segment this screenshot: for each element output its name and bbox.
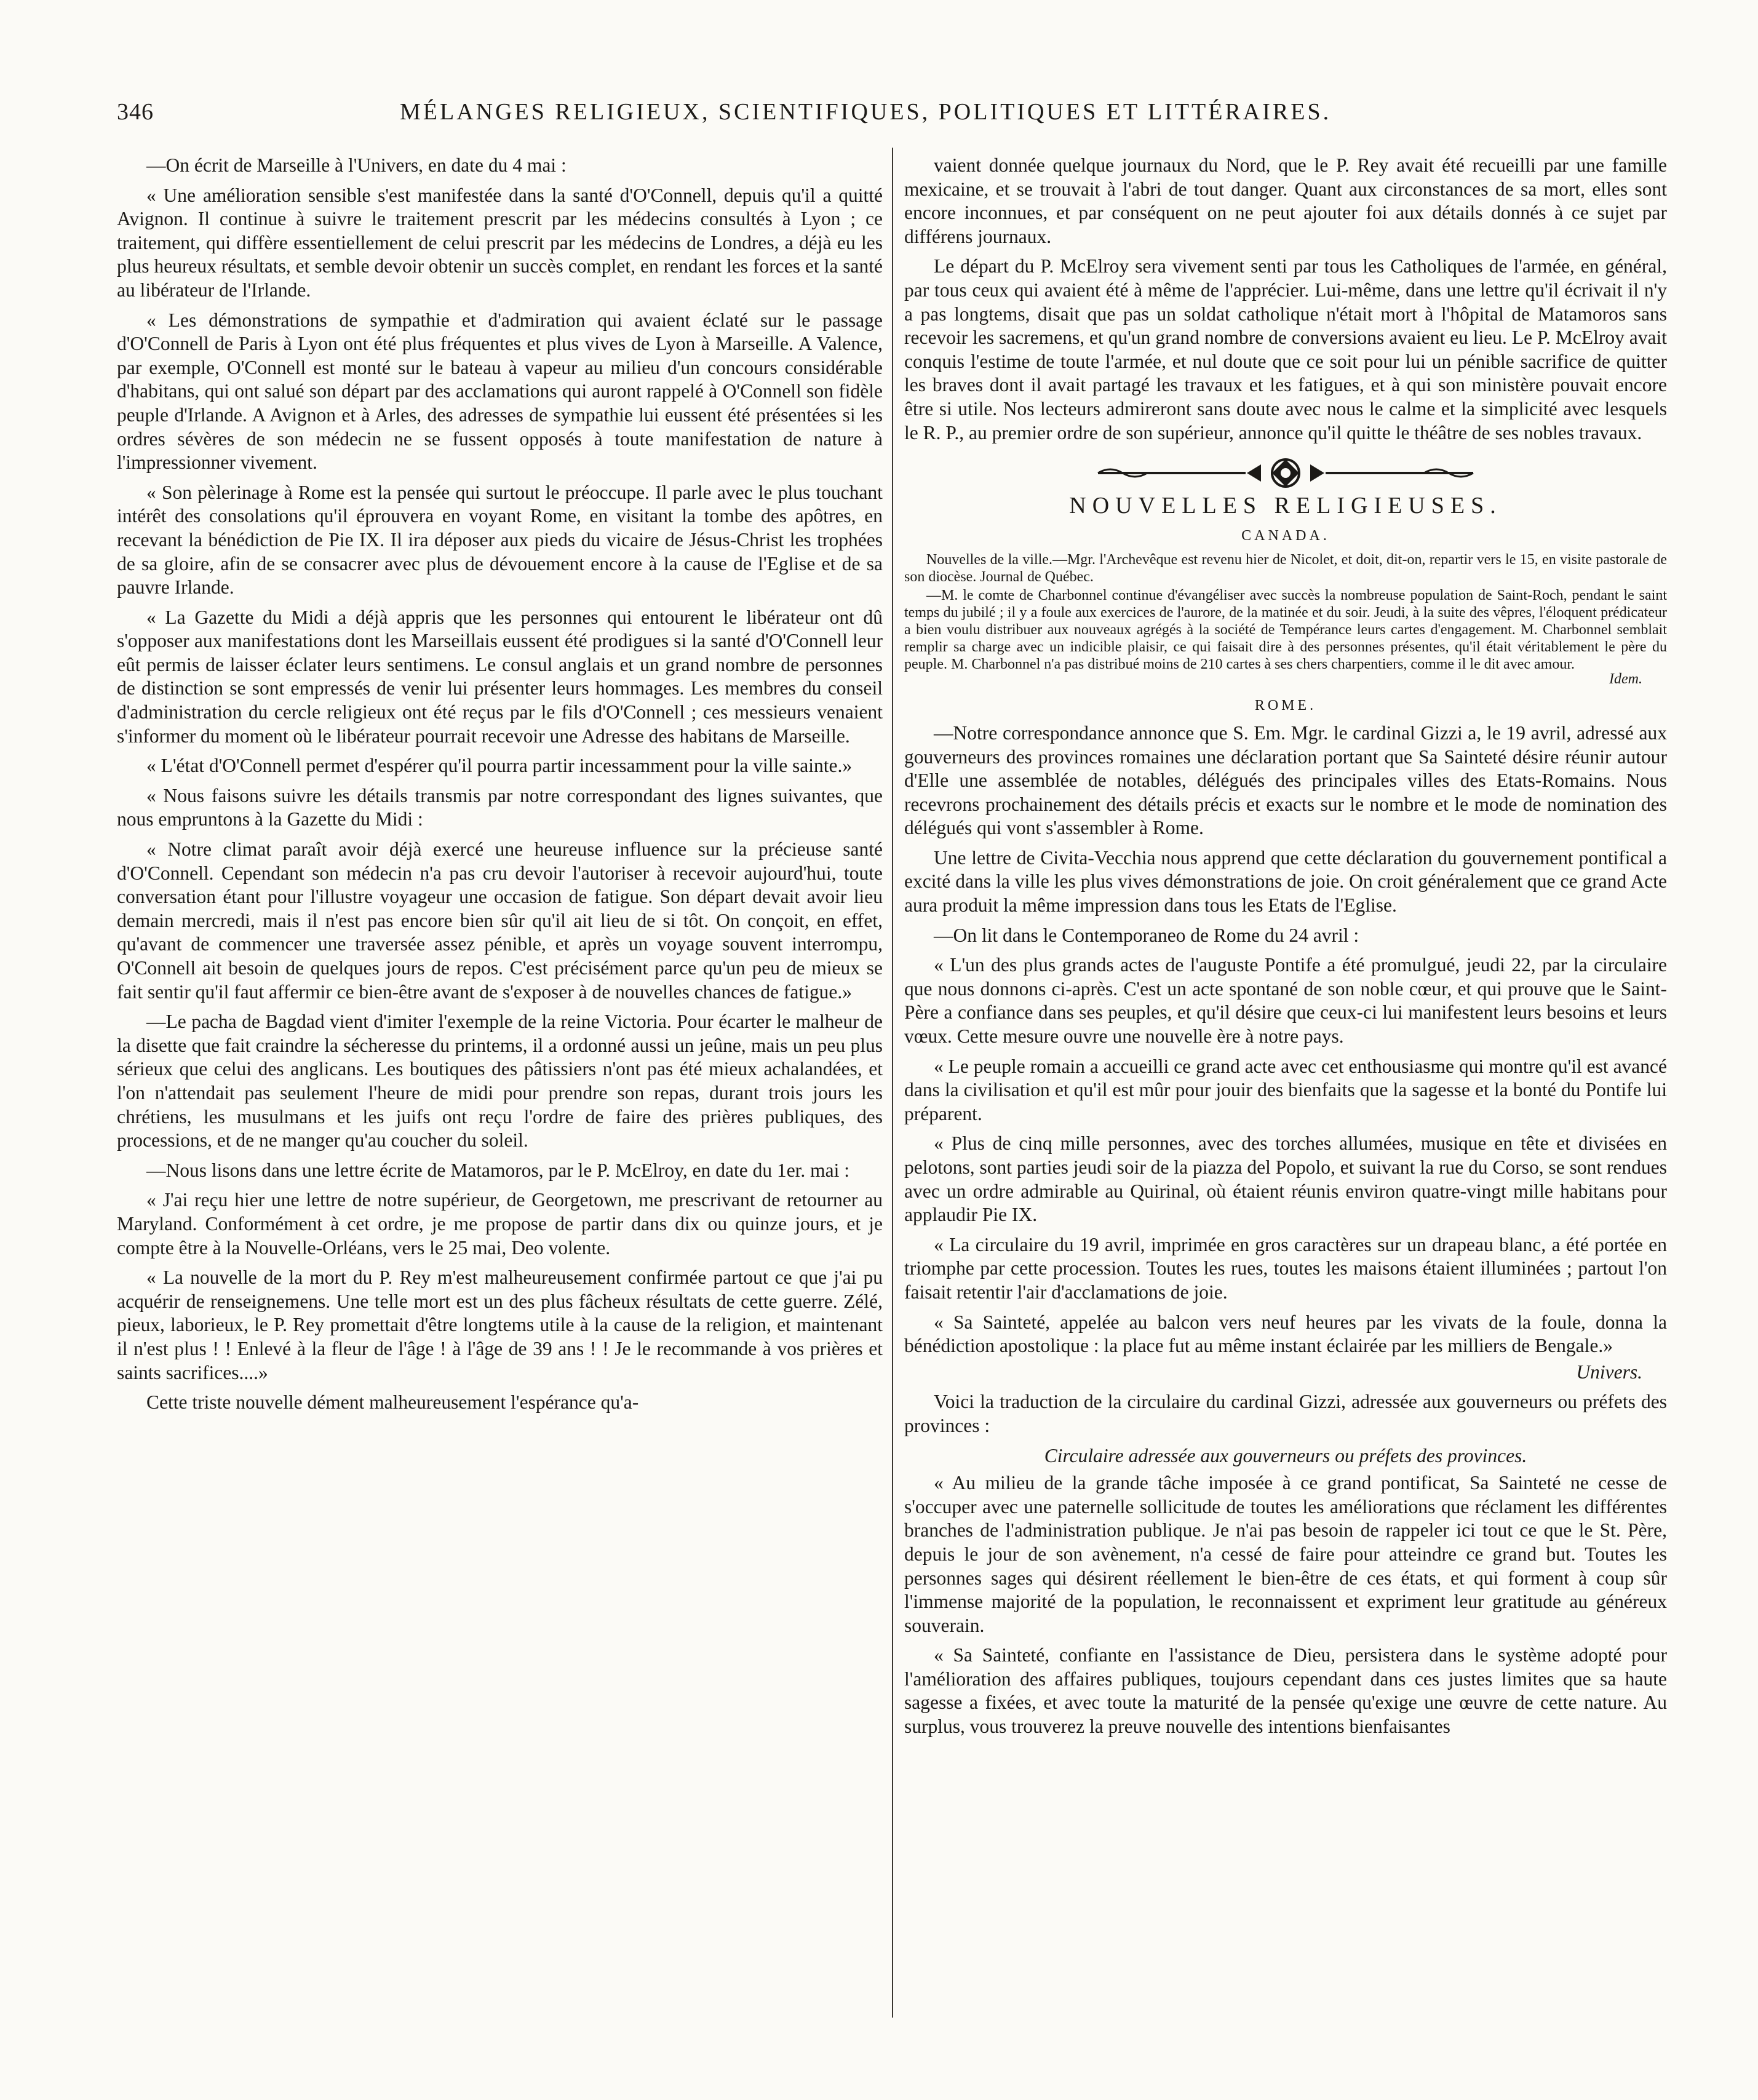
- article-paragraph: —Notre correspondance annonce que S. Em. Mgr. le cardinal Gizzi a, le 19 avril, adressé aux gouverneurs des provinces romaines une déclaration portant que Sa Sainteté désire réunir autour d'Elle une assemblée de notables, délégués des principales villes des Etats-Romains. Nous recevrons prochainement des détails précis et exacts sur le nombre et le mode de nomination des délégués qui vont s'assembler à Rome.: [904, 722, 1667, 839]
- section-subheading: ROME.: [1254, 698, 1317, 714]
- article-paragraph: Le départ du P. McElroy sera vivement senti par tous les Catholiques de l'armée, en général, par tous ceux qui avaient été à même de l'apprécier. Lui-même, dans une lettre qu'il écrivait il n'y a pas longtems, disait que pas un soldat catholique n'était mort à l'hôpital de Matamoros sans recevoir les sacremens, et qu'un grand nombre de conversions avaient eu lieu. Le P. McElroy avait conquis l'estime de toute l'armée, et nul doute que ce soit pour lui un pénible sacrifice de quitter les braves dont il avait partagé les travaux et les fatigues, et à qui son ministère pouvait encore être si utile. Nos lecteurs admireront sans doute avec nous le calme et la simplicité avec lesquels le R. P., au premier ordre de son supérieur, annonce qu'il quitte le théâtre de ses nobles travaux.: [904, 255, 1667, 443]
- article-paragraph: —Le pacha de Bagdad vient d'imiter l'exemple de la reine Victoria. Pour écarter le malheur de la disette que fait craindre la sécheresse du printems, il a ordonné aussi un jeûne, mais un peu plus sérieux que celui des anglicans. Les boutiques des pâtissiers n'ont pas été mieux achalandées, et l'on n'attendait pas seulement l'heure de midi pour prendre son repas, durant trois jours les chrétiens, les musulmans et les juifs ont reçu l'ordre de faire des prières publiques, des processions, et de ne manger qu'au coucher du soleil.: [117, 1011, 883, 1151]
- source-signature: Idem.: [1609, 671, 1642, 688]
- article-paragraph: Voici la traduction de la circulaire du cardinal Gizzi, adressée aux gouverneurs ou préfets des provinces :: [904, 1391, 1667, 1436]
- article-paragraph: « L'un des plus grands actes de l'auguste Pontife a été promulgué, jeudi 22, par la circulaire que nous donnons ci-après. C'est un acte spontané de son noble cœur, et qui prouve que le Saint-Père a confiance dans ses peuples, et qu'il désire que ceux-ci lui manifestent leurs besoins et leurs vœux. Cette mesure ouvre une nouvelle ère à notre pays.: [904, 954, 1667, 1048]
- article-paragraph: « Sa Sainteté, confiante en l'assistance de Dieu, persistera dans le système adopté pour l'amélioration des affaires publiques, toujours cependant dans ces justes limites que sa haute sagesse a fixées, et avec toute la maturité de la pensée qu'exige une œuvre de cette nature. Au surplus, vous trouverez la preuve nouvelle des intentions bienfaisantes: [904, 1644, 1667, 1738]
- article-paragraph: « Les démonstrations de sympathie et d'admiration qui avaient éclaté sur le passage d'O'Connell de Paris à Lyon ont été plus fréquentes et plus vives de Lyon à Marseille. A Valence, par exemple, O'Connell est monté sur le bateau à vapeur au milieu d'un concours considérable d'habitans, qui ont salué son départ par des acclamations qui auront rappelé à O'Connell son fidèle peuple d'Irlande. A Avignon et à Arles, des adresses de sympathie lui eussent été présentées si les ordres sévères de son médecin ne se fussent opposés à toute manifestation de nature à l'impressionner vivement.: [117, 309, 883, 474]
- article-paragraph: « L'état d'O'Connell permet d'espérer qu'il pourra partir incessamment pour la ville sainte.»: [146, 755, 853, 777]
- article-paragraph: « J'ai reçu hier une lettre de notre supérieur, de Georgetown, me prescrivant de retourner au Maryland. Conformément à cet ordre, je me propose de partir dans dix ou quinze jours, et je compte être à la Nouvelle-Orléans, vers le 25 mai, Deo volente.: [117, 1189, 883, 1259]
- article-paragraph: « Une amélioration sensible s'est manifestée dans la santé d'O'Connell, depuis qu'il a quitté Avignon. Il continue à suivre le traitement prescrit par les médecins consultés à Lyon ; ce traitement, qui diffère essentiellement de celui prescrit par les médecins de Londres, a déjà eu les plus heureux résultats, et semble devoir obtenir un succès complet, en rendant les forces et la santé au libérateur de l'Irlande.: [117, 184, 883, 301]
- source-signature: Univers.: [1576, 1361, 1642, 1383]
- circulaire-title: Circulaire adressée aux gouverneurs ou préfets des provinces.: [1044, 1444, 1527, 1466]
- left-column: [117, 154, 883, 1421]
- right-column: [904, 154, 1667, 1745]
- article-paragraph: « Notre climat paraît avoir déjà exercé une heureuse influence sur la précieuse santé d'O'Connell. Cependant son médecin n'a pas cru devoir l'autoriser à recevoir aujourd'hui, toute conversation étant pour l'illustre voyageur une occasion de fatigue. Son départ devait avoir lieu demain mercredi, mais il n'est pas encore bien sûr qu'il ait lieu de si tôt. On conçoit, en effet, qu'avant de commencer une traversée assez pénible, et après un voyage souvent interrompu, O'Connell ait besoin de quelques jours de repos. C'est précisément parce qu'un peu de mieux se fait sentir qu'il faut affermir ce bien-être avant de s'exposer à de nouvelles chances de fatigue.»: [117, 838, 883, 1003]
- article-paragraph: « La Gazette du Midi a déjà appris que les personnes qui entourent le libérateur ont dû s'opposer aux manifestations dont les Marseillais eussent été prodigues si la santé d'O'Connell leur eût permis de laisser éclater leurs sentimens. Le consul anglais et un grand nombre de personnes de distinction se sont empressés de venir lui présenter leurs hommages. Les membres du conseil d'administration du cercle religieux ont été reçus par le fils d'O'Connell ; ces messieurs venaient s'informer du moment où le libérateur pourrait recevoir une Adresse des habitans de Marseille.: [117, 606, 883, 747]
- article-paragraph: « Le peuple romain a accueilli ce grand acte avec cet enthousiasme qui montre qu'il est avancé dans la civilisation et qu'il est mûr pour jouir des bienfaits que la sagesse et la bonté du Pontife lui préparent.: [904, 1055, 1667, 1124]
- article-paragraph: « Son pèlerinage à Rome est la pensée qui surtout le préoccupe. Il parle avec le plus touchant intérêt des consolations qu'il éprouvera en voyant Rome, en visitant la tombe des apôtres, en recevant la bénédiction de Pie IX. Il ira déposer aux pieds du vicaire de Jésus-Christ les trophées de sa gloire, afin de se consacrer avec plus de dévouement encore à la cause de l'Eglise et de sa pauvre Irlande.: [117, 481, 883, 599]
- section-title: NOUVELLES RELIGIEUSES.: [1069, 493, 1502, 519]
- article-paragraph: Nouvelles de la ville.—Mgr. l'Archevêque est revenu hier de Nicolet, et doit, dit-on, repartir vers le 15, en visite pastorale de son diocèse. Journal de Québec.: [904, 552, 1667, 586]
- article-paragraph: « La nouvelle de la mort du P. Rey m'est malheureusement confirmée partout ce que j'ai pu acquérir de renseignemens. Une telle mort est un des plus fâcheux résultats de cette guerre. Zélé, pieux, laborieux, le P. Rey promettait d'être longtems utile à la cause de la religion, et maintenant il n'est plus ! ! Enlevé à la fleur de l'âge ! à l'âge de 39 ans ! ! Je le recommande à vos prières et saints sacrifices....»: [117, 1267, 883, 1383]
- article-paragraph: —M. le comte de Charbonnel continue d'évangéliser avec succès la nombreuse population de Saint-Roch, pendant le saint temps du jubilé ; il y a foule aux exercices de l'aurore, de la matinée et du soir. Jeudi, à la suite des vêpres, l'éloquent prédicateur a bien voulu distribuer aux nouveaux agrégés à la société de Tempérance leurs cartes d'engagement. M. Charbonnel semblait remplir sa charge avec un indicible plaisir, ce qui faisait dire à des personnes présentes, qu'il était véritablement le père du peuple. M. Charbonnel n'a pas distribué moins de 210 cartes à ses chers charpentiers, comme il le dit avec amour.: [904, 587, 1667, 673]
- article-paragraph: —On lit dans le Contemporaneo de Rome du 24 avril :: [934, 924, 1359, 946]
- ornament-divider-icon: [1086, 455, 1486, 491]
- page-number: 346: [117, 99, 154, 125]
- running-title: MÉLANGES RELIGIEUX, SCIENTIFIQUES, POLITIQUES ET LITTÉRAIRES.: [400, 99, 1332, 125]
- article-paragraph: Cette triste nouvelle dément malheureusement l'espérance qu'a-: [146, 1391, 639, 1414]
- article-paragraph: « Plus de cinq mille personnes, avec des torches allumées, musique en tête et divisées en pelotons, sont parties jeudi soir de la piazza del Popolo, et suivant la rue du Corso, se sont rendues avec un ordre admirable au Quirinal, où étaient réunis environ quatre-vingt mille habitans pour applaudir Pie IX.: [904, 1132, 1667, 1226]
- column-rule: [892, 148, 893, 2018]
- article-paragraph: —On écrit de Marseille à l'Univers, en date du 4 mai :: [146, 154, 567, 176]
- article-paragraph: Une lettre de Civita-Vecchia nous apprend que cette déclaration du gouvernement pontifical a excité dans la ville les plus vives démonstrations de joie. On croit généralement que ce grand Acte aura produit la même impression dans tous les Etats de l'Eglise.: [904, 846, 1667, 917]
- section-subheading: CANADA.: [1241, 527, 1330, 544]
- article-paragraph: « Au milieu de la grande tâche imposée à ce grand pontificat, Sa Sainteté ne cesse de s'occuper avec une paternelle sollicitude de toutes les améliorations que réclament les différentes branches de l'administration publique. Je n'ai pas besoin de rappeler ici tout ce que le St. Père, depuis le jour de son avènement, n'a cessé de faire pour atteindre ce grand but. Toutes les personnes sages qui désirent réellement le bien-être de ces états, et qui forment à coup sûr l'immense majorité de la population, le reconnaissent et expriment leur gratitude au généreux souverain.: [904, 1472, 1667, 1636]
- article-paragraph: « La circulaire du 19 avril, imprimée en gros caractères sur un drapeau blanc, a été portée en triomphe par cette procession. Toutes les rues, toutes les maisons étaient illuminées ; partout l'on faisait retentir l'air d'acclamations de joie.: [904, 1233, 1667, 1303]
- article-paragraph: —Nous lisons dans une lettre écrite de Matamoros, par le P. McElroy, en date du 1er. mai :: [146, 1159, 850, 1181]
- article-paragraph: « Sa Sainteté, appelée au balcon vers neuf heures par les vivats de la foule, donna la bénédiction apostolique : la place fut au même instant éclairée par les milliers de Bengale.»: [904, 1311, 1667, 1357]
- page-header: [117, 98, 1666, 135]
- article-paragraph: vaient donnée quelque journaux du Nord, que le P. Rey avait été recueilli par une famille mexicaine, et se trouvait à l'abri de tout danger. Quant aux circonstances de sa mort, elles sont encore inconnues, et par conséquent on ne peut ajouter foi aux détails donnés à ce sujet par différens journaux.: [904, 154, 1667, 247]
- article-paragraph: « Nous faisons suivre les détails transmis par notre correspondant des lignes suivantes, que nous empruntons à la Gazette du Midi :: [117, 784, 883, 830]
